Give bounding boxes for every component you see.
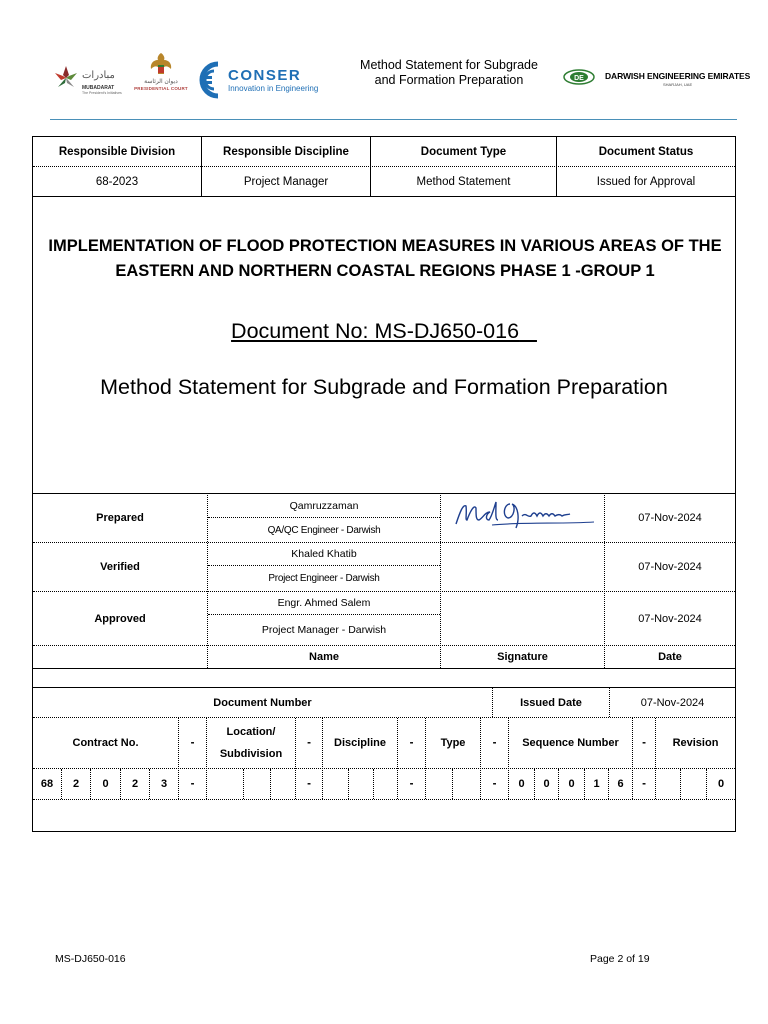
conser-c-icon [194,60,224,100]
conser-name: CONSER [228,67,302,84]
approval-date-verified: 07-Nov-2024 [638,561,702,573]
mubadarat-logo [52,60,127,100]
sequence-digit-2: 0 [543,778,550,790]
project-title: IMPLEMENTATION OF FLOOD PROTECTION MEASURES IN VARIOUS AREAS OF THE EASTERN AND NORTHERN COASTAL REGIONS PHASE 1 -GROUP 1 [48,237,722,280]
info-value-type: Method Statement [416,175,511,188]
contract-digit-4: 2 [131,778,139,790]
value-dash-2: - [307,778,311,790]
mubadarat-tagline: The President's Initiatives [82,91,122,95]
header-dash-5: - [642,737,646,749]
header-location-line1: Location/ [226,726,276,738]
header-title: Method Statement for Subgrade and Formation Preparation [360,58,538,87]
falcon-emblem-icon [149,52,173,78]
approval-name-approved: Engr. Ahmed Salem [277,597,371,609]
header-location [207,718,295,768]
value-dash-3: - [409,778,414,790]
document-title: Method Statement for Subgrade and Formation Preparation [100,375,668,399]
value-dash-5: - [642,778,646,790]
header-type: Type [440,737,466,749]
header-sequence-number: Sequence Number [522,737,619,749]
approval-position-prepared: QA/QC Engineer - Darwish [267,524,381,536]
header-dash-2: - [307,737,311,749]
mubadarat-latin: MUBADARAT [82,85,115,91]
contract-digit-3: 0 [102,778,109,790]
info-value-division: 68-2023 [95,175,139,188]
signature-prepared [452,498,597,534]
court-latin: PRESIDENTIAL COURT [134,86,188,91]
document-number-text: Document No: MS-DJ650-016 [231,319,520,343]
header-dash-3: - [409,737,414,749]
approval-name-verified: Khaled Khatib [291,548,357,560]
info-value-status: Issued for Approval [596,175,696,188]
header-rule [50,119,737,120]
header-dash-1: - [190,737,195,749]
contract-digit-5: 3 [160,778,168,790]
court-arabic: ديوان الرئاسة [144,79,178,85]
header-location-line2: Subdivision [219,748,283,760]
approval-role-verified: Verified [100,561,140,573]
darwish-name: DARWISH ENGINEERING EMIRATES [605,71,751,81]
mubadarat-arabic: مبادرات [82,70,115,81]
sequence-digit-3: 0 [568,778,575,790]
sequence-digit-5: 6 [617,778,624,790]
darwish-sub: SHARJAH, UAE [663,82,693,87]
header-revision: Revision [672,737,719,749]
approval-date-approved: 07-Nov-2024 [638,612,702,625]
contract-digit-2: 2 [72,778,80,790]
header-dash-4: - [492,737,497,749]
sequence-digit-4: 1 [593,778,600,790]
info-header-discipline: Responsible Discipline [223,145,349,158]
issued-date-label: Issued Date [520,696,582,709]
contract-digit-1: 68 [40,778,54,790]
approvals-col-name: Name [309,651,339,663]
svg-text:DE: DE [574,75,584,82]
approval-role-prepared: Prepared [96,512,144,524]
doc-number-label: Document Number [213,696,312,709]
approvals-col-signature: Signature [497,651,548,663]
info-header-division: Responsible Division [58,145,176,158]
footer-doc-id: MS-DJ650-016 [55,953,126,965]
header-contract-no: Contract No. [72,737,139,749]
info-header-type: Document Type [420,145,507,158]
approvals-col-date: Date [658,651,682,663]
conser-tagline: Innovation in Engineering [228,84,319,93]
revision-value: 0 [717,778,725,790]
approval-role-approved: Approved [94,612,146,625]
approval-date-prepared: 07-Nov-2024 [638,512,702,524]
footer-page-number: Page 2 of 19 [590,953,650,965]
presidential-court-logo [132,52,190,100]
approval-name-prepared: Qamruzzaman [289,499,359,512]
value-dash-4: - [492,778,497,790]
darwish-logo [563,68,751,92]
approval-position-approved: Project Manager - Darwish [261,624,387,636]
header-discipline: Discipline [334,737,386,749]
issued-date-value: 07-Nov-2024 [640,696,705,709]
conser-logo [194,60,324,100]
darwish-emblem-icon [563,68,595,86]
approval-position-verified: Project Engineer - Darwish [268,573,380,584]
sequence-digit-1: 0 [518,778,525,790]
value-dash-1: - [190,778,195,790]
document-number-heading [33,319,735,344]
info-header-status: Document Status [598,145,694,158]
info-value-discipline: Project Manager [243,175,329,188]
